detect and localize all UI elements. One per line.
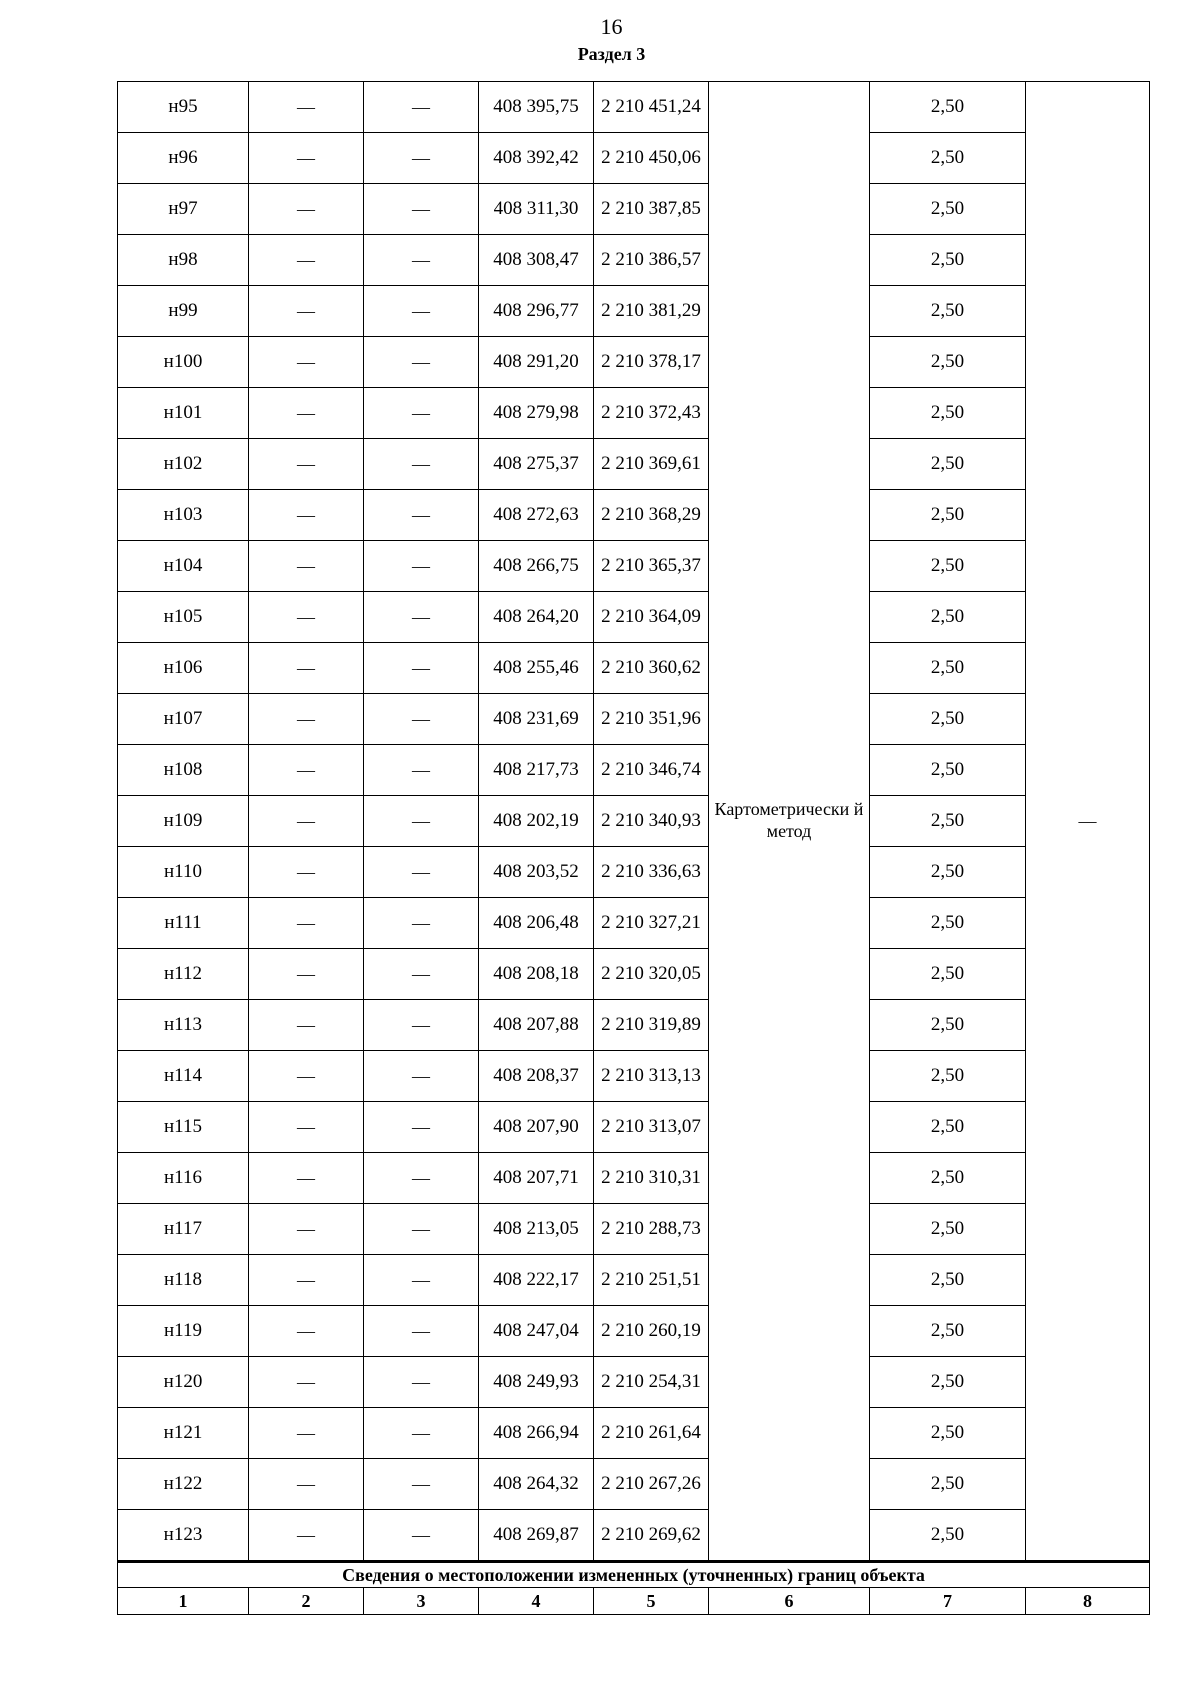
y-coordinate-cell: 2 210 269,62 <box>594 1510 709 1562</box>
col3-dash-cell: — <box>364 490 479 541</box>
point-name-cell: н104 <box>118 541 249 592</box>
point-name-cell: н123 <box>118 1510 249 1562</box>
accuracy-cell: 2,50 <box>870 643 1026 694</box>
accuracy-cell: 2,50 <box>870 439 1026 490</box>
column-number-cell: 7 <box>870 1588 1026 1615</box>
col2-dash-cell: — <box>249 439 364 490</box>
col2-dash-cell: — <box>249 694 364 745</box>
accuracy-cell: 2,50 <box>870 949 1026 1000</box>
table-row <box>118 133 1150 184</box>
table-row <box>118 745 1150 796</box>
x-coordinate-cell: 408 264,20 <box>479 592 594 643</box>
y-coordinate-cell: 2 210 327,21 <box>594 898 709 949</box>
x-coordinate-cell: 408 207,90 <box>479 1102 594 1153</box>
x-coordinate-cell: 408 392,42 <box>479 133 594 184</box>
col3-dash-cell: — <box>364 898 479 949</box>
col3-dash-cell: — <box>364 133 479 184</box>
y-coordinate-cell: 2 210 369,61 <box>594 439 709 490</box>
accuracy-cell: 2,50 <box>870 541 1026 592</box>
col2-dash-cell: — <box>249 82 364 133</box>
x-coordinate-cell: 408 249,93 <box>479 1357 594 1408</box>
y-coordinate-cell: 2 210 386,57 <box>594 235 709 286</box>
y-coordinate-cell: 2 210 381,29 <box>594 286 709 337</box>
point-name-cell: н108 <box>118 745 249 796</box>
x-coordinate-cell: 408 275,37 <box>479 439 594 490</box>
x-coordinate-cell: 408 217,73 <box>479 745 594 796</box>
y-coordinate-cell: 2 210 372,43 <box>594 388 709 439</box>
accuracy-cell: 2,50 <box>870 388 1026 439</box>
point-name-cell: н97 <box>118 184 249 235</box>
col2-dash-cell: — <box>249 643 364 694</box>
col3-dash-cell: — <box>364 184 479 235</box>
col2-dash-cell: — <box>249 388 364 439</box>
table-row <box>118 1153 1150 1204</box>
point-name-cell: н114 <box>118 1051 249 1102</box>
x-coordinate-cell: 408 395,75 <box>479 82 594 133</box>
accuracy-cell: 2,50 <box>870 82 1026 133</box>
col2-dash-cell: — <box>249 490 364 541</box>
x-coordinate-cell: 408 208,37 <box>479 1051 594 1102</box>
point-name-cell: н107 <box>118 694 249 745</box>
column-number-cell: 2 <box>249 1588 364 1615</box>
col3-dash-cell: — <box>364 388 479 439</box>
col2-dash-cell: — <box>249 1306 364 1357</box>
accuracy-cell: 2,50 <box>870 490 1026 541</box>
y-coordinate-cell: 2 210 346,74 <box>594 745 709 796</box>
x-coordinate-cell: 408 203,52 <box>479 847 594 898</box>
col3-dash-cell: — <box>364 1000 479 1051</box>
table-row <box>118 541 1150 592</box>
col2-dash-cell: — <box>249 898 364 949</box>
table-row <box>118 439 1150 490</box>
col2-dash-cell: — <box>249 235 364 286</box>
col3-dash-cell: — <box>364 796 479 847</box>
x-coordinate-cell: 408 296,77 <box>479 286 594 337</box>
point-name-cell: н119 <box>118 1306 249 1357</box>
table-row <box>118 694 1150 745</box>
accuracy-cell: 2,50 <box>870 1459 1026 1510</box>
point-name-cell: н101 <box>118 388 249 439</box>
table-row <box>118 1510 1150 1562</box>
column-number-cell: 3 <box>364 1588 479 1615</box>
col3-dash-cell: — <box>364 235 479 286</box>
x-coordinate-cell: 408 279,98 <box>479 388 594 439</box>
x-coordinate-cell: 408 231,69 <box>479 694 594 745</box>
col3-dash-cell: — <box>364 1153 479 1204</box>
column-numbers-row <box>118 1588 1150 1615</box>
point-name-cell: н118 <box>118 1255 249 1306</box>
y-coordinate-cell: 2 210 288,73 <box>594 1204 709 1255</box>
col2-dash-cell: — <box>249 1000 364 1051</box>
accuracy-cell: 2,50 <box>870 847 1026 898</box>
col3-dash-cell: — <box>364 1357 479 1408</box>
point-name-cell: н96 <box>118 133 249 184</box>
accuracy-cell: 2,50 <box>870 1255 1026 1306</box>
point-name-cell: н112 <box>118 949 249 1000</box>
col3-dash-cell: — <box>364 1510 479 1562</box>
accuracy-cell: 2,50 <box>870 1357 1026 1408</box>
point-name-cell: н111 <box>118 898 249 949</box>
accuracy-cell: 2,50 <box>870 1153 1026 1204</box>
y-coordinate-cell: 2 210 387,85 <box>594 184 709 235</box>
x-coordinate-cell: 408 272,63 <box>479 490 594 541</box>
col3-dash-cell: — <box>364 949 479 1000</box>
col3-dash-cell: — <box>364 847 479 898</box>
accuracy-cell: 2,50 <box>870 235 1026 286</box>
y-coordinate-cell: 2 210 351,96 <box>594 694 709 745</box>
table-body <box>118 82 1150 1615</box>
table-row <box>118 796 1150 847</box>
point-name-cell: н106 <box>118 643 249 694</box>
point-name-cell: н109 <box>118 796 249 847</box>
col2-dash-cell: — <box>249 745 364 796</box>
col2-dash-cell: — <box>249 1153 364 1204</box>
y-coordinate-cell: 2 210 368,29 <box>594 490 709 541</box>
y-coordinate-cell: 2 210 364,09 <box>594 592 709 643</box>
x-coordinate-cell: 408 266,94 <box>479 1408 594 1459</box>
col2-dash-cell: — <box>249 1102 364 1153</box>
x-coordinate-cell: 408 269,87 <box>479 1510 594 1562</box>
accuracy-cell: 2,50 <box>870 694 1026 745</box>
table-row <box>118 898 1150 949</box>
col3-dash-cell: — <box>364 1051 479 1102</box>
table-row <box>118 847 1150 898</box>
section-title: Раздел 3 <box>577 44 646 64</box>
point-name-cell: н113 <box>118 1000 249 1051</box>
col2-dash-cell: — <box>249 133 364 184</box>
y-coordinate-cell: 2 210 320,05 <box>594 949 709 1000</box>
x-coordinate-cell: 408 202,19 <box>479 796 594 847</box>
accuracy-cell: 2,50 <box>870 1102 1026 1153</box>
y-coordinate-cell: 2 210 313,13 <box>594 1051 709 1102</box>
accuracy-cell: 2,50 <box>870 1204 1026 1255</box>
table-row <box>118 643 1150 694</box>
x-coordinate-cell: 408 207,71 <box>479 1153 594 1204</box>
y-coordinate-cell: 2 210 336,63 <box>594 847 709 898</box>
table-row <box>118 1051 1150 1102</box>
table-row <box>118 949 1150 1000</box>
table-row <box>118 184 1150 235</box>
x-coordinate-cell: 408 311,30 <box>479 184 594 235</box>
col2-dash-cell: — <box>249 337 364 388</box>
col3-dash-cell: — <box>364 286 479 337</box>
col2-dash-cell: — <box>249 1357 364 1408</box>
point-name-cell: н98 <box>118 235 249 286</box>
point-name-cell: н116 <box>118 1153 249 1204</box>
table-row <box>118 1357 1150 1408</box>
point-name-cell: н115 <box>118 1102 249 1153</box>
col2-dash-cell: — <box>249 592 364 643</box>
col2-dash-cell: — <box>249 949 364 1000</box>
col2-dash-cell: — <box>249 796 364 847</box>
point-name-cell: н100 <box>118 337 249 388</box>
point-name-cell: н121 <box>118 1408 249 1459</box>
accuracy-cell: 2,50 <box>870 1306 1026 1357</box>
col3-dash-cell: — <box>364 1408 479 1459</box>
coordinates-table <box>117 81 1150 1615</box>
col3-dash-cell: — <box>364 82 479 133</box>
column-number-cell: 8 <box>1026 1588 1150 1615</box>
x-coordinate-cell: 408 213,05 <box>479 1204 594 1255</box>
col2-dash-cell: — <box>249 1459 364 1510</box>
column-number-cell: 5 <box>594 1588 709 1615</box>
col3-dash-cell: — <box>364 337 479 388</box>
table-row <box>118 1408 1150 1459</box>
col2-dash-cell: — <box>249 541 364 592</box>
table-row <box>118 337 1150 388</box>
point-name-cell: н110 <box>118 847 249 898</box>
x-coordinate-cell: 408 291,20 <box>479 337 594 388</box>
accuracy-cell: 2,50 <box>870 1510 1026 1562</box>
table-row <box>118 82 1150 133</box>
y-coordinate-cell: 2 210 251,51 <box>594 1255 709 1306</box>
accuracy-cell: 2,50 <box>870 133 1026 184</box>
x-coordinate-cell: 408 264,32 <box>479 1459 594 1510</box>
accuracy-cell: 2,50 <box>870 184 1026 235</box>
point-name-cell: н103 <box>118 490 249 541</box>
col3-dash-cell: — <box>364 1255 479 1306</box>
col2-dash-cell: — <box>249 1204 364 1255</box>
y-coordinate-cell: 2 210 313,07 <box>594 1102 709 1153</box>
table-row <box>118 1204 1150 1255</box>
y-coordinate-cell: 2 210 450,06 <box>594 133 709 184</box>
column-number-cell: 6 <box>709 1588 870 1615</box>
y-coordinate-cell: 2 210 340,93 <box>594 796 709 847</box>
col3-dash-cell: — <box>364 745 479 796</box>
y-coordinate-cell: 2 210 261,64 <box>594 1408 709 1459</box>
y-coordinate-cell: 2 210 260,19 <box>594 1306 709 1357</box>
col3-dash-cell: — <box>364 1459 479 1510</box>
col2-dash-cell: — <box>249 1408 364 1459</box>
page-number: 16 <box>600 14 623 39</box>
accuracy-cell: 2,50 <box>870 1051 1026 1102</box>
accuracy-cell: 2,50 <box>870 1000 1026 1051</box>
table-row <box>118 388 1150 439</box>
table-row <box>118 235 1150 286</box>
col3-dash-cell: — <box>364 643 479 694</box>
table-row <box>118 1459 1150 1510</box>
accuracy-cell: 2,50 <box>870 1408 1026 1459</box>
accuracy-cell: 2,50 <box>870 337 1026 388</box>
col3-dash-cell: — <box>364 1306 479 1357</box>
table-row <box>118 1000 1150 1051</box>
accuracy-cell: 2,50 <box>870 898 1026 949</box>
col3-dash-cell: — <box>364 1204 479 1255</box>
point-name-cell: н99 <box>118 286 249 337</box>
x-coordinate-cell: 408 206,48 <box>479 898 594 949</box>
x-coordinate-cell: 408 266,75 <box>479 541 594 592</box>
col2-dash-cell: — <box>249 847 364 898</box>
x-coordinate-cell: 408 207,88 <box>479 1000 594 1051</box>
col2-dash-cell: — <box>249 1255 364 1306</box>
col3-dash-cell: — <box>364 439 479 490</box>
x-coordinate-cell: 408 247,04 <box>479 1306 594 1357</box>
table-caption: Сведения о местоположении измененных (уточненных) границ объекта <box>118 1562 1150 1588</box>
x-coordinate-cell: 408 222,17 <box>479 1255 594 1306</box>
y-coordinate-cell: 2 210 319,89 <box>594 1000 709 1051</box>
col2-dash-cell: — <box>249 1510 364 1562</box>
point-name-cell: н120 <box>118 1357 249 1408</box>
accuracy-cell: 2,50 <box>870 745 1026 796</box>
col2-dash-cell: — <box>249 286 364 337</box>
table-row <box>118 286 1150 337</box>
method-cell: Картометрически й метод <box>709 82 870 1562</box>
accuracy-cell: 2,50 <box>870 592 1026 643</box>
point-name-cell: н105 <box>118 592 249 643</box>
column-number-cell: 1 <box>118 1588 249 1615</box>
x-coordinate-cell: 408 308,47 <box>479 235 594 286</box>
table-row <box>118 490 1150 541</box>
y-coordinate-cell: 2 210 254,31 <box>594 1357 709 1408</box>
x-coordinate-cell: 408 208,18 <box>479 949 594 1000</box>
point-name-cell: н117 <box>118 1204 249 1255</box>
col3-dash-cell: — <box>364 694 479 745</box>
y-coordinate-cell: 2 210 365,37 <box>594 541 709 592</box>
y-coordinate-cell: 2 210 360,62 <box>594 643 709 694</box>
y-coordinate-cell: 2 210 378,17 <box>594 337 709 388</box>
y-coordinate-cell: 2 210 267,26 <box>594 1459 709 1510</box>
y-coordinate-cell: 2 210 451,24 <box>594 82 709 133</box>
x-coordinate-cell: 408 255,46 <box>479 643 594 694</box>
point-name-cell: н102 <box>118 439 249 490</box>
table-row <box>118 1306 1150 1357</box>
column-number-cell: 4 <box>479 1588 594 1615</box>
accuracy-cell: 2,50 <box>870 286 1026 337</box>
caption-row <box>118 1562 1150 1588</box>
col3-dash-cell: — <box>364 1102 479 1153</box>
point-name-cell: н95 <box>118 82 249 133</box>
col8-cell: — <box>1026 82 1150 1562</box>
col3-dash-cell: — <box>364 592 479 643</box>
col2-dash-cell: — <box>249 184 364 235</box>
accuracy-cell: 2,50 <box>870 796 1026 847</box>
point-name-cell: н122 <box>118 1459 249 1510</box>
y-coordinate-cell: 2 210 310,31 <box>594 1153 709 1204</box>
col2-dash-cell: — <box>249 1051 364 1102</box>
table-row <box>118 1102 1150 1153</box>
col3-dash-cell: — <box>364 541 479 592</box>
table-row <box>118 592 1150 643</box>
table-row <box>118 1255 1150 1306</box>
